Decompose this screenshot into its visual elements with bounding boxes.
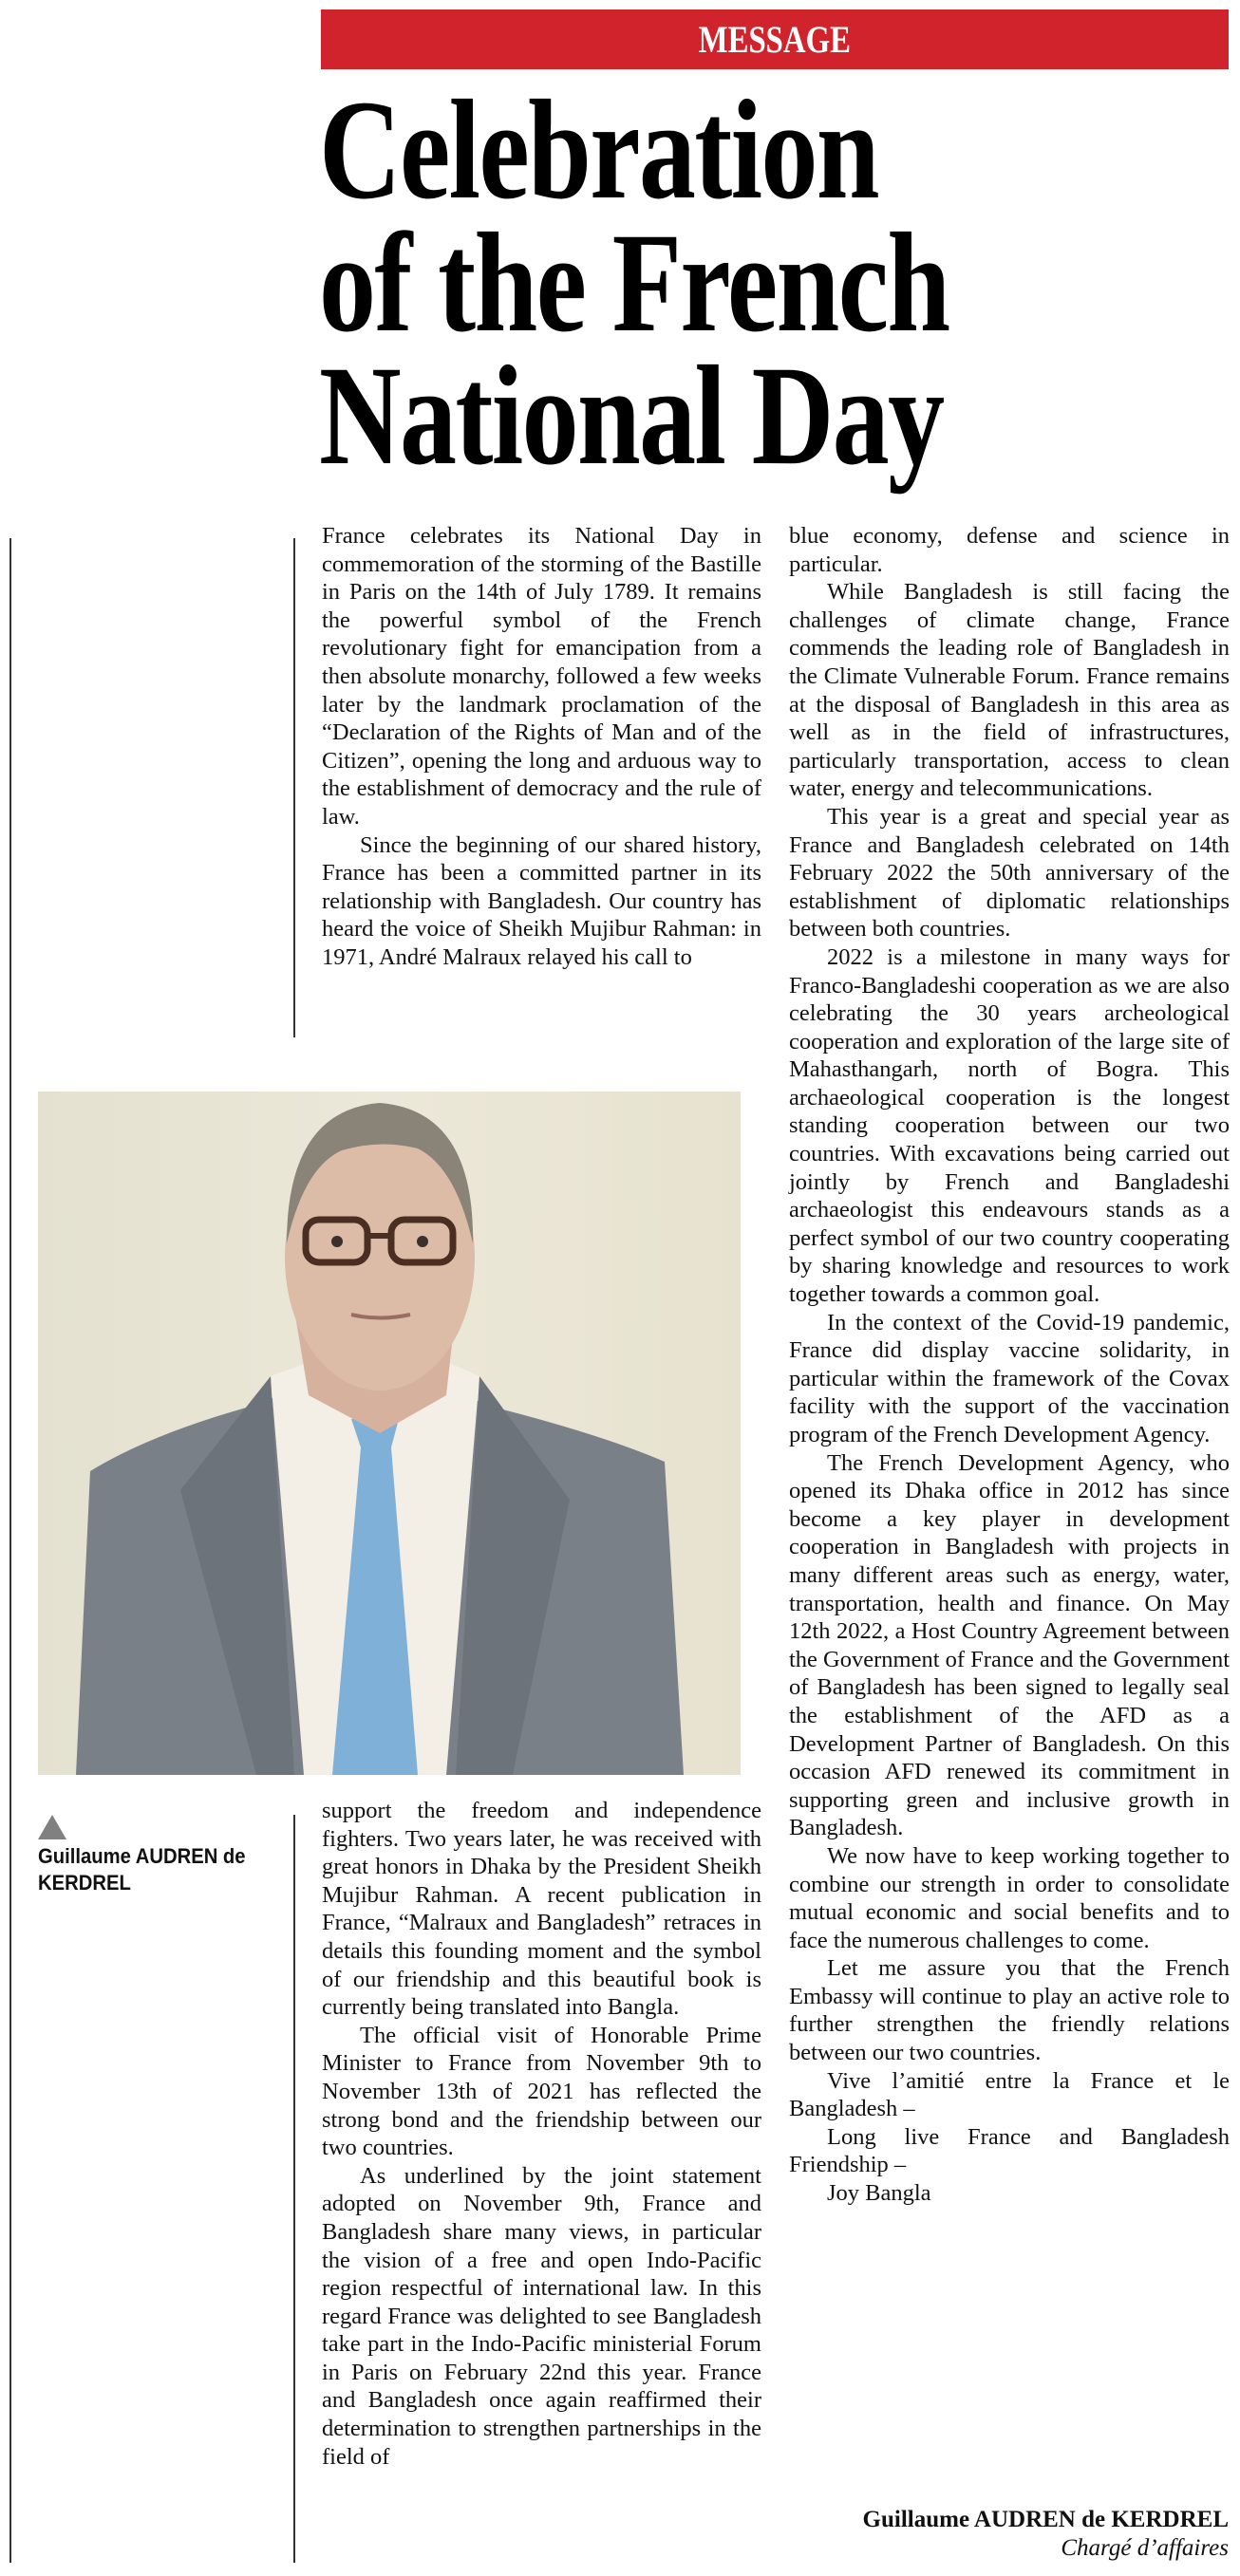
paragraph: We now have to keep working together to combine our strength in order to consolidate mutual economic and social benefits and to face the numerous challenges to come. <box>789 1842 1230 1953</box>
headline-line-1: Celebration <box>319 71 878 229</box>
triangle-up-icon <box>38 1815 66 1839</box>
page-left-rule <box>9 538 11 2563</box>
paragraph: Long live France and Bangladesh Friendship – <box>789 2123 1230 2178</box>
paragraph: France celebrates its National Day in commemoration of the storming of the Bastille in Paris on the 14th of July 1789. It remains the powerful symbol of the French revolutionary fight for emancipation from a then absolute monarchy, followed a few weeks later by the landmark proclamation of the “Declaration of the Rights of Man and of the Citizen”, opening the long and arduous way to the establishment of democracy and the rule of law. <box>322 523 761 830</box>
paragraph: Since the beginning of our shared history, France has been a committed partner in its relationship with Bangladesh. Our country has heard the voice of Sheikh Mujibur Rahman: in 1971, André Malraux relayed his call to <box>322 831 761 970</box>
headline-line-3: National Day <box>319 337 944 495</box>
headline-line-2: of the French <box>319 204 949 362</box>
paragraph: The French Development Agency, who opened its Dhaka office in 2012 has since become a key player in development cooperation in Bangladesh with projects in many different areas such as energy, water, transportation, health and finance. On May 12th 2022, a Host Country Agreement between the Government of France and the Government of Bangladesh has been signed to legally seal the establishment of the AFD as a Development Partner of Bangladesh. On this occasion AFD renewed its commitment in supporting green and inclusive growth in Bangladesh. <box>789 1449 1230 1841</box>
photo-caption-name: Guillaume AUDREN de KERDREL <box>38 1844 246 1895</box>
paragraph: The official visit of Honorable Prime Minister to France from November 9th to November 13th of 2021 has reflected the strong bond and the friendship between our two countries. <box>322 2022 761 2161</box>
article-column-2 <box>789 522 1230 2208</box>
section-rubric-label: MESSAGE <box>698 18 852 61</box>
paragraph: While Bangladesh is still facing the challenges of climate change, France commends the leading role of Bangladesh in the Climate Vulnerable Forum. France remains at the disposal of Bangladesh in this area as well as in the field of infrastructures, particularly transportation, access to clean water, energy and telecommunications. <box>789 579 1230 802</box>
portrait-illustration-icon <box>38 1092 741 1775</box>
signature-title: Chargé d’affaires <box>1061 2535 1229 2561</box>
portrait-photo <box>38 1092 741 1775</box>
signature-name: Guillaume AUDREN de KERDREL <box>862 2507 1229 2532</box>
paragraph: This year is a great and special year as France and Bangladesh celebrated on 14th February 2022 the 50th anniversary of the establishment of diplomatic relationships between both countries. <box>789 803 1230 943</box>
column-rule-bottom <box>293 1815 295 2563</box>
paragraph: support the freedom and independence fighters. Two years later, he was received with great honors in Dhaka by the President Sheikh Mujibur Rahman. A recent publication in France, “Malraux and Bangladesh” retraces in details this founding moment and the symbol of our friendship and this beautiful book is currently being translated into Bangla. <box>322 1798 761 2021</box>
paragraph: In the context of the Covid-19 pandemic, France did display vaccine solidarity, in particular within the framework of the Covax facility with the support of the vaccination program of the French Development Agency. <box>789 1309 1230 1447</box>
paragraph: Joy Bangla <box>827 2180 931 2207</box>
paragraph: As underlined by the joint statement adopted on November 9th, France and Bangladesh share many views, in particular the vision of a free and open Indo-Pacific region respectful of international law. In this regard France was delighted to see Bangladesh take part in the Indo-Pacific ministerial Forum in Paris on February 22nd this year. France and Bangladesh once again reaffirmed their determination to strengthen partnerships in the field of <box>322 2162 761 2470</box>
paragraph: blue economy, defense and science in particular. <box>789 523 1230 577</box>
article-headline <box>319 71 1231 495</box>
section-rubric-bar <box>321 9 1229 69</box>
paragraph: Vive l’amitié entre la France et le Bangladesh – <box>789 2067 1230 2122</box>
paragraph: 2022 is a milestone in many ways for Franco-Bangladeshi cooperation as we are also celebrating the 30 years archeological cooperation and exploration of the large site of Mahasthangarh, north of Bogra. This archaeological cooperation is the longest standing cooperation between our two countries. With excavations being carried out jointly by French and Bangladeshi archaeologist this endeavours stands as a perfect symbol of our two country cooperating by sharing knowledge and resources to work together towards a common goal. <box>789 943 1230 1308</box>
column-rule-top <box>293 538 295 1037</box>
paragraph: Let me assure you that the French Embassy will continue to play an active role to further strengthen the friendly relations between our two countries. <box>789 1955 1230 2066</box>
article-column-1-bottom <box>322 1797 761 2471</box>
article-column-1-top <box>322 522 761 972</box>
